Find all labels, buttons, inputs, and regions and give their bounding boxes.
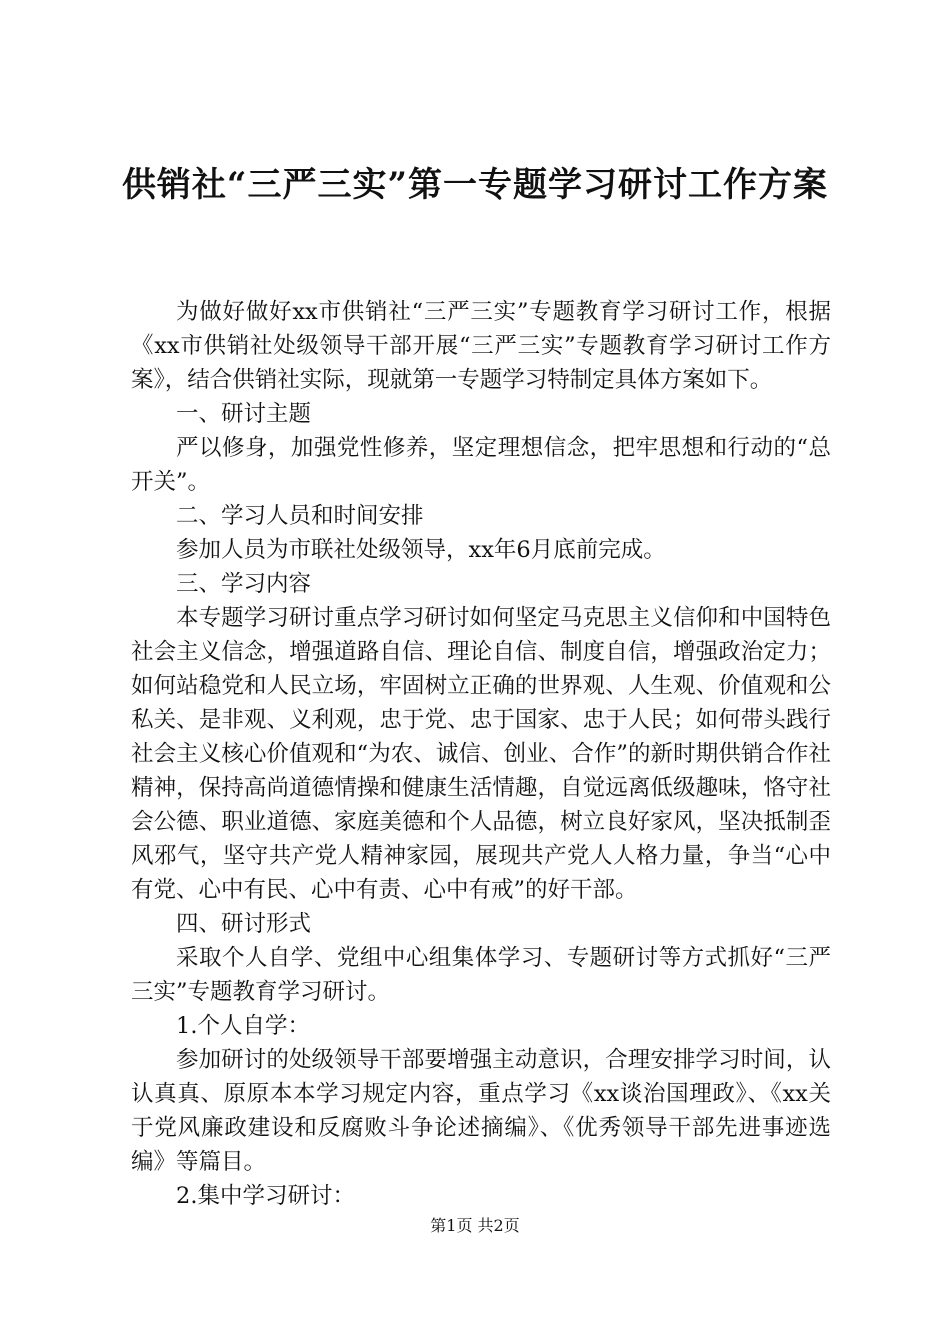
- subheading-group-study: 2.集中学习研讨：: [176, 1183, 355, 1209]
- heading-research-theme: 一、研讨主题: [176, 401, 312, 427]
- document-title: 供销社“三严三实”第一专题学习研讨工作方案: [121, 165, 829, 205]
- subheading-self-study: 1.个人自学：: [176, 1013, 310, 1039]
- paragraph-study-content: 本专题学习研讨重点学习研讨如何坚定马克思主义信仰和中国特色社会主义信念，增强道路自信、理论自信、制度自信，增强政治定力；如何站稳党和人民立场，牢固树立正确的世界观、人生观、价值观和公私关、是非观、义利观，忠于党、忠于国家、忠于人民；如何带头践行社会主义核心价值观和“为农、诚信、创业、合作”的新时期供销合作社精神，保持高尚道德情操和健康生活情趣，自觉远离低级趣味，恪守社会公德、职业道德、家庭美德和个人品德，树立良好家风，坚决抵制歪风邪气，坚守共产党人精神家园，展现共产党人人格力量，争当“心中有党、心中有民、心中有责、心中有戒”的好干部。: [131, 605, 831, 903]
- heading-participants-schedule: 二、学习人员和时间安排: [176, 503, 424, 529]
- paragraph-research-format: 采取个人自学、党组中心组集体学习、专题研讨等方式抓好“三严三实”专题教育学习研讨。: [131, 945, 831, 1005]
- heading-study-content: 三、学习内容: [176, 571, 312, 597]
- paragraph-participants-schedule: 参加人员为市联社处级领导，xx年6月底前完成。: [176, 537, 666, 563]
- paragraph-self-study: 参加研讨的处级领导干部要增强主动意识，合理安排学习时间，认认真真、原原本本学习规定内容，重点学习《xx谈治国理政》、《xx关于党风廉政建设和反腐败斗争论述摘编》、《优秀领导干部先进事迹选编》等篇目。: [131, 1047, 831, 1175]
- paragraph-intro: 为做好做好xx市供销社“三严三实”专题教育学习研讨工作，根据《xx市供销社处级领导干部开展“三严三实”专题教育学习研讨工作方案》，结合供销社实际，现就第一专题学习特制定具体方案如下。: [131, 299, 831, 393]
- document-body: [131, 295, 831, 1213]
- paragraph-research-theme: 严以修身，加强党性修养，坚定理想信念，把牢思想和行动的“总开关”。: [131, 435, 831, 495]
- heading-research-format: 四、研讨形式: [176, 911, 312, 937]
- page-number-footer: 第1页 共2页: [430, 1216, 520, 1235]
